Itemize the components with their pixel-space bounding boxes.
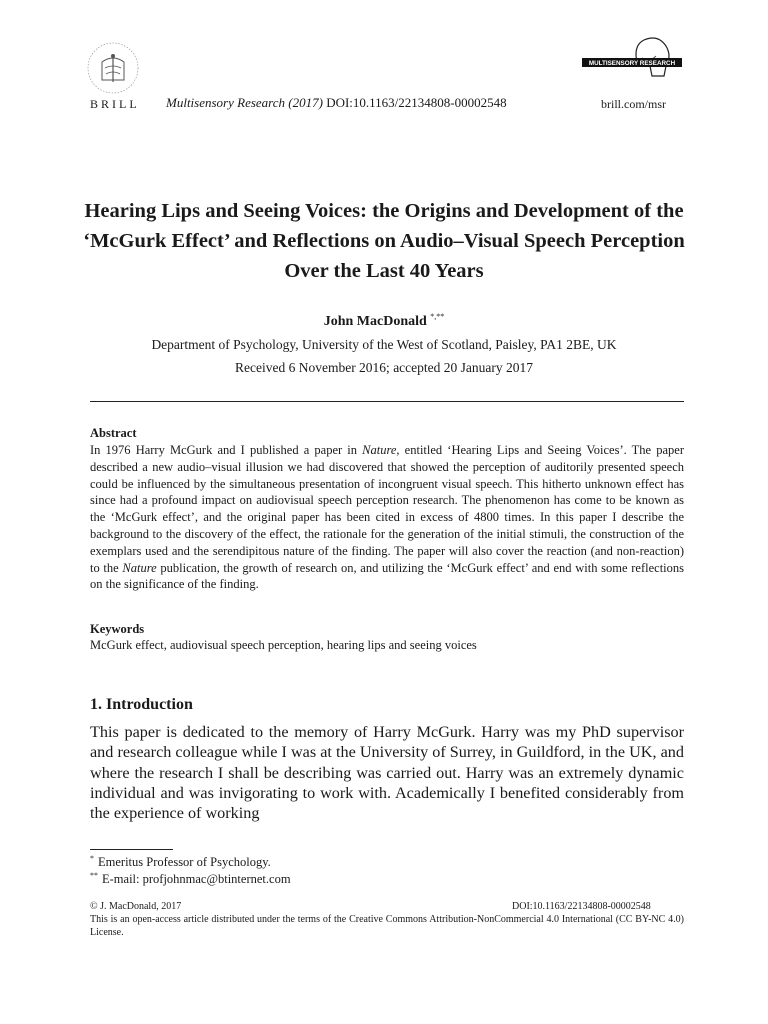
brill-seal-logo [80,40,146,96]
paper-title: Hearing Lips and Seeing Voices: the Origins and Development of the ‘McGurk Effect’ and Reflections on Audio–Visual Speech Perception Over the Last 40 Years [83,200,685,282]
received-accepted-dates: Received 6 November 2016; accepted 20 January 2017 [234,360,534,375]
author-line [0,312,768,330]
introduction-text: This paper is dedicated to the memory of Harry McGurk. Harry was my PhD supervisor and research colleague while I was at the University of Surrey, in Guildford, in the UK, and where the research I shall be describing was carried out. Harry was an extremely dynamic individual and was invigorating to work with. Academically I benefited considerably from the experience of working [90,723,684,823]
footer-doi[interactable]: DOI:10.1163/22134808-00002548 [512,901,651,912]
journal-citation [166,95,507,111]
abstract-text-part: , entitled ‘Hearing Lips and Seeing Voices’. The paper described a new audio–visual illusion we had discovered that showed the perception of auditorily presented speech could be influenced by the simultaneous presentation of incongruent visual speech. This hitherto unknown effect has since had a profound impact on audiovisual speech perception research. The phenomenon has come to be known as the ‘McGurk effect’, and the original paper has been cited in excess of 4800 times. In this paper I describe the background to the discovery of the effect, the rationale for the generation of the initial stimuli, the construction of the exemplars used and the serendipitous nature of the finding. The paper will also cover the reaction (and non-reaction) to the [90,443,684,575]
footnote-text: Emeritus Professor of Psychology. [98,855,271,869]
title-divider [90,401,684,402]
license-statement: This is an open-access article distributed under the terms of the Creative Commons Attribution-NonCommercial 4.0 International (CC BY-NC 4.0) License. [90,914,684,938]
keywords-text: McGurk effect, audiovisual speech perception, hearing lips and seeing voices [90,638,477,652]
abstract-text-part: In 1976 Harry McGurk and I published a paper in [90,443,363,457]
footnote-email[interactable]: E-mail: profjohnmac@btinternet.com [102,872,291,886]
author-name: John MacDonald [323,314,427,329]
publisher-wordmark: BRILL [90,97,140,111]
abstract-heading: Abstract [90,426,137,440]
journal-reference-italic: Nature [362,443,397,457]
copyright-holder: © J. MacDonald, 2017 [90,901,182,912]
author-footnote-marks: *,** [430,312,445,321]
journal-reference-italic: Nature [122,560,157,575]
section-heading-introduction: 1. Introduction [90,696,193,713]
footnote-mark: * [90,854,94,863]
journal-url[interactable]: brill.com/msr [601,97,666,111]
footnote-divider [90,849,173,850]
footnote [90,854,271,870]
footnote-mark: ** [90,871,98,880]
svg-text:MULTISENSORY RESEARCH: MULTISENSORY RESEARCH [588,60,676,67]
footnote [90,871,291,887]
header-doi: DOI:10.1163/22134808-00002548 [326,95,507,110]
affiliation: Department of Psychology, University of the West of Scotland, Paisley, PA1 2BE, UK [151,337,617,352]
keywords-heading: Keywords [90,622,145,636]
abstract-text-part: publication, the growth of research on, and utilizing the ‘McGurk effect’ and end with some reflections on the significance of the finding. [90,560,685,592]
abstract-text [90,442,684,593]
multisensory-research-logo [580,36,684,92]
journal-name: Multisensory Research (2017) [166,95,323,110]
